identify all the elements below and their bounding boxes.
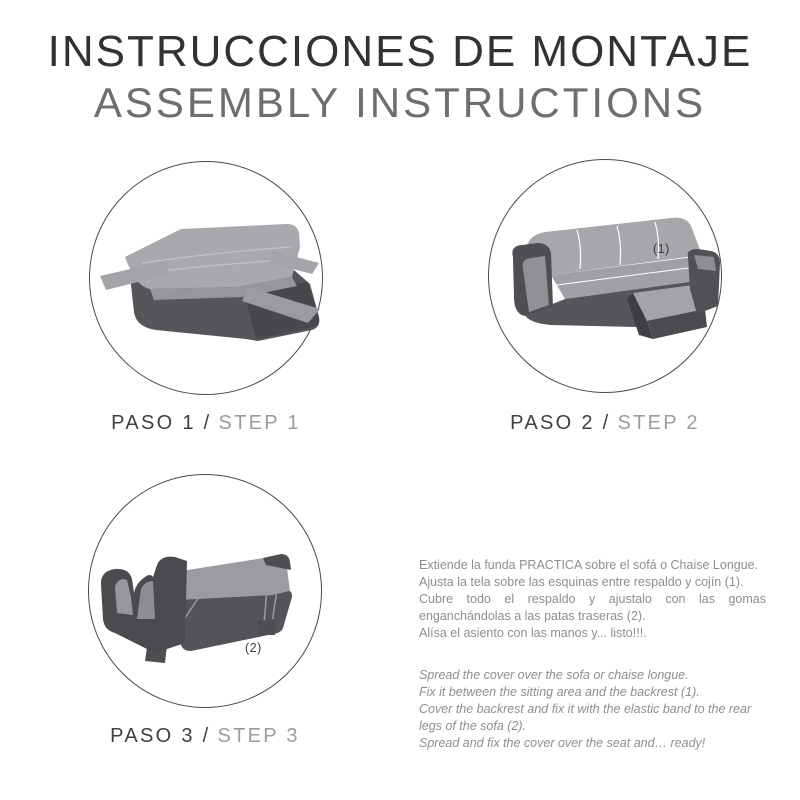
instruction-line-en: Spread and fix the cover over the seat and… ready! [419, 736, 706, 750]
step1-label [88, 413, 324, 433]
sofa-cover-spread-illustration [88, 160, 324, 396]
instruction-line-en: Fix it between the sitting area and the backrest (1). [419, 685, 700, 699]
instructions-english [419, 667, 771, 752]
instruction-line-es: enganchándolas a las patas traseras (2). [419, 609, 646, 623]
step3-label-english: STEP 3 [217, 725, 300, 747]
step2-label-spanish: PASO 2 / [510, 412, 611, 434]
page-title: INSTRUCCIONES DE MONTAJE [47, 27, 753, 76]
step2-label [487, 413, 723, 433]
sofa-fitted-cover-illustration [487, 158, 723, 394]
instruction-line-en: Cover the backrest and fix it with the elastic band to the rear [419, 702, 752, 716]
step2-label-english: STEP 2 [617, 412, 700, 434]
chaise-sofa-covered-drawing [512, 218, 720, 339]
page-subtitle: ASSEMBLY INSTRUCTIONS [93, 79, 707, 126]
step1-label-spanish: PASO 1 / [111, 412, 212, 434]
instruction-line-es: Ajusta la tela sobre las esquinas entre respaldo y cojín (1). [419, 575, 744, 589]
annotation-2-label: (2) [245, 641, 262, 655]
instruction-line-es: Extiende la funda PRACTICA sobre el sofá o Chaise Longue. [419, 558, 759, 572]
sofa-rear-elastic-band-illustration [87, 473, 323, 709]
annotation-1-label: (1) [653, 242, 670, 256]
step2-illustration-circle [487, 158, 723, 394]
step3-illustration-circle [87, 473, 323, 709]
step3-label-spanish: PASO 3 / [110, 725, 211, 747]
instruction-line-es: Alísa el asiento con las manos y... listo!!!. [419, 626, 647, 640]
instruction-line-es: Cubre todo el respaldo y ajustalo con las gomas [419, 592, 766, 606]
step1-illustration-circle [88, 160, 324, 396]
step1-label-english: STEP 1 [218, 412, 301, 434]
instructions-spanish [419, 557, 771, 642]
step3-label [87, 726, 323, 746]
instruction-line-en: legs of the sofa (2). [419, 719, 527, 733]
instruction-line-en: Spread the cover over the sofa or chaise longue. [419, 668, 689, 682]
